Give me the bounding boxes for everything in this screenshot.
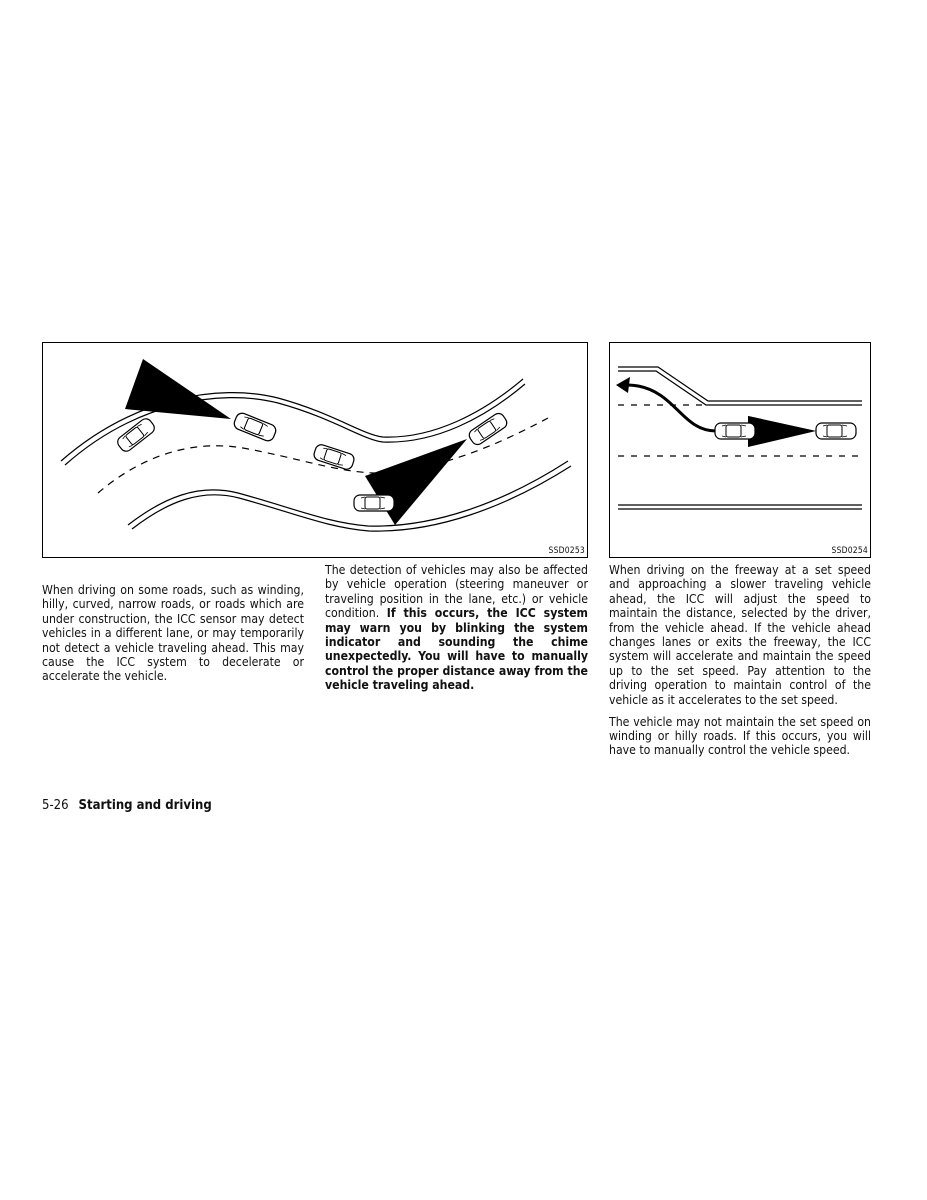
paragraph-bold-text: If this occurs, the ICC system may warn you by blinking the system indicator and sounding the chime unexpectedly. You will have to manually control the proper distance away from the vehicle traveling ahead. xyxy=(325,606,588,693)
car-icon xyxy=(232,411,277,442)
page-footer xyxy=(42,798,212,813)
car-icon xyxy=(115,416,156,453)
arrow-head-icon xyxy=(616,377,630,393)
winding-road-illustration xyxy=(43,343,589,559)
car-icon xyxy=(715,423,755,439)
section-title: Starting and driving xyxy=(78,798,212,813)
figure-code: SSD0254 xyxy=(831,546,868,556)
figure-winding-road xyxy=(42,342,588,558)
car-icon xyxy=(816,423,856,439)
paragraph xyxy=(325,563,588,693)
car-icon xyxy=(313,443,356,471)
figure-freeway xyxy=(609,342,871,558)
car-icon xyxy=(354,495,394,511)
paragraph-text: The detection of vehicles may also be affected by vehicle operation (steering maneuver or traveling position in the lane, etc.) or vehicle condition. xyxy=(325,563,588,621)
column-left xyxy=(42,583,304,691)
figure-code: SSD0253 xyxy=(548,546,585,556)
paragraph: The vehicle may not maintain the set speed on winding or hilly roads. If this occurs, you will have to manually control the vehicle speed. xyxy=(609,714,871,758)
paragraph: When driving on the freeway at a set speed and approaching a slower traveling vehicle ahead, the ICC will adjust the speed to maintain the distance, selected by the driver, from the vehicle ahead. If the vehicle ahead changes lanes or exits the freeway, the ICC system will accelerate and maintain the speed up to the set speed. Pay attention to the driving operation to maintain control of the vehicle as it accelerates to the set speed. xyxy=(609,563,871,707)
column-right xyxy=(609,563,871,765)
column-middle xyxy=(325,563,588,700)
car-icon xyxy=(467,411,509,447)
page-number: 5-26 xyxy=(42,798,69,813)
freeway-illustration xyxy=(610,343,872,559)
paragraph: When driving on some roads, such as winding, hilly, curved, narrow roads, or roads which are under construction, the ICC sensor may detect vehicles in a different lane, or may temporarily not detect a vehicle traveling ahead. This may cause the ICC system to decelerate or accelerate the vehicle. xyxy=(42,583,304,684)
